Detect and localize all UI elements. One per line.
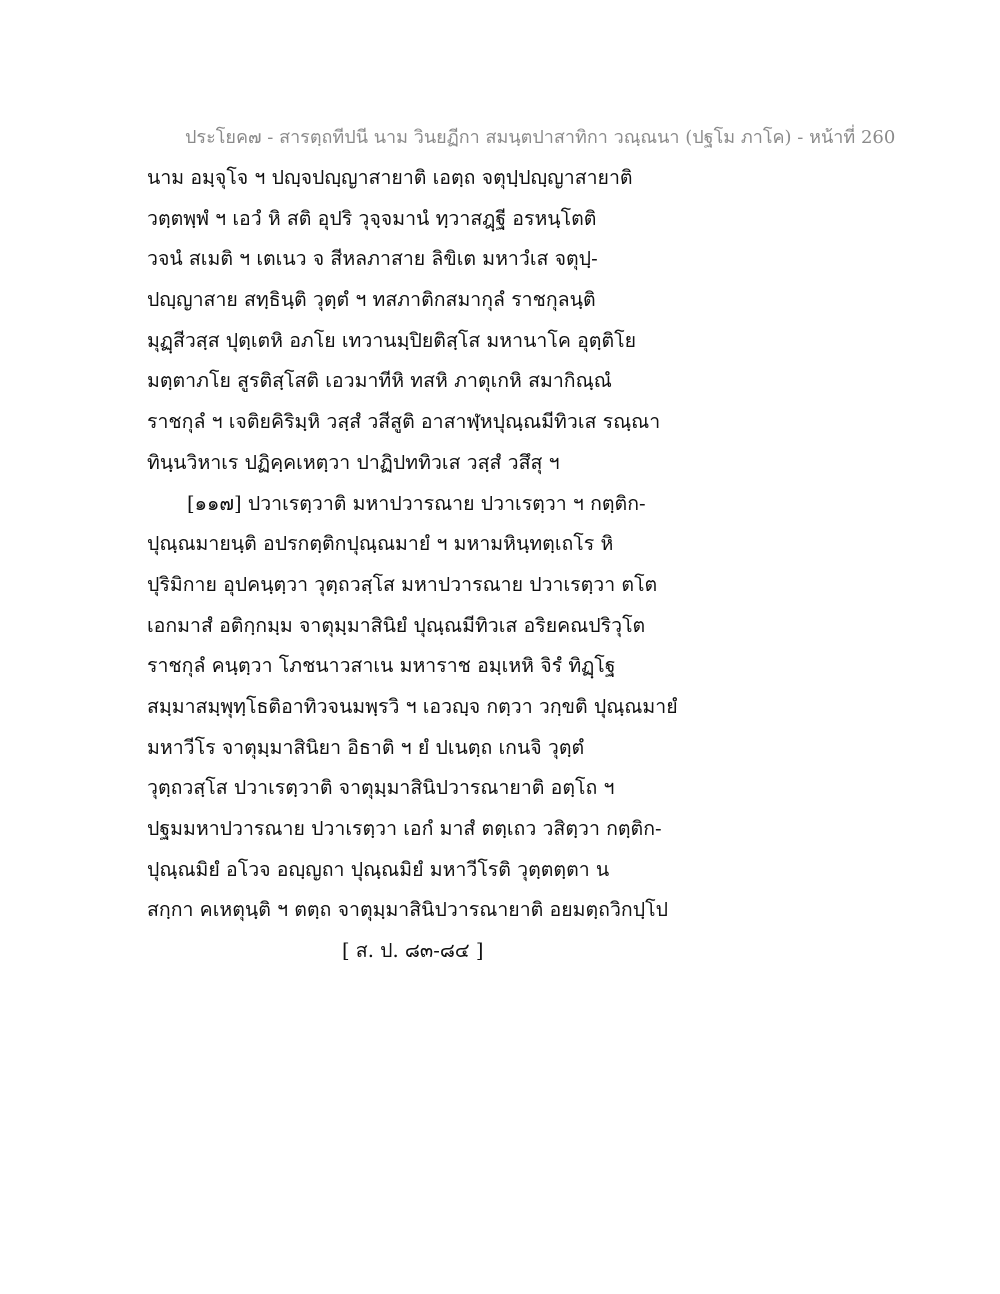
text-line: นาม อมฺจุโจ ฯ ปญฺจปญฺญาสายาติ เอตฺถ จตุปฺปญฺญาสายาติ	[147, 166, 633, 189]
text-line: ราชกุลํ คนฺตฺวา โภชนาวสาเน มหาราช อมฺเหหิ จิรํ ทิฏฺโฐ	[147, 654, 616, 678]
text-line: วตฺตพฺพํ ฯ เอวํ หิ สติ อุปริ วุจฺจมานํ ทฺวาสฎฺฐี อรหนฺโตติ	[147, 206, 597, 230]
text-line: มตฺตาภโย สูรติสฺโสติ เอวมาทีหิ ทสหิ ภาตุเกหิ สมากิณฺณํ	[147, 369, 612, 393]
text-line: วุตฺถวสฺโส ปวาเรตฺวาติ จาตุมฺมาสินิปวารณายาติ อตฺโถ ฯ	[147, 776, 615, 800]
text-line: ปญฺญาสาย สทฺธินฺติ วุตฺตํ ฯ ทสภาติกสมากุลํ ราชกุลนฺติ	[147, 288, 596, 312]
text-line: ราชกุลํ ฯ เจติยคิริมฺหิ วสฺสํ วสีสูติ อาสาฬฺหปุณฺณมีทิวเส รณฺณา	[147, 410, 661, 434]
page-header: ประโยค๗ - สารตฺถทีปนี นาม วินยฏีกา สมนฺตปาสาทิกา วณฺณนา (ปฐโม ภาโค) - หน้าที่ 260	[185, 127, 896, 148]
text-line: มหาวีโร จาตุมฺมาสินิยา อิธาติ ฯ ยํ ปเนตฺถ เกนจิ วุตฺตํ	[147, 735, 585, 759]
text-line: สกฺกา คเหตุนฺติ ฯ ตตฺถ จาตุมฺมาสินิปวารณายาติ อยมตฺถวิกปฺโป	[147, 898, 668, 922]
paragraph-start-line: [๑๑๗] ปวาเรตฺวาติ มหาปวารณาย ปวาเรตฺวา ฯ กตฺติก-	[187, 491, 646, 515]
text-line: วจนํ สเมติ ฯ เตเนว จ สีหลภาสาย ลิขิเต มหาวํเส จตุปฺ-	[147, 247, 598, 271]
text-line: สมฺมาสมฺพุทฺโธติอาทิวจนมพฺรวิ ฯ เอวญฺจ กตฺวา วกฺขติ ปุณฺณมายํ	[147, 694, 678, 718]
body-text	[147, 158, 707, 972]
text-line: ปฐมมหาปวารณาย ปวาเรตฺวา เอกํ มาสํ ตตฺเถว วสิตฺวา กตฺติก-	[147, 817, 662, 840]
text-line: ปุณฺณมายนฺติ อปรกตฺติกปุณฺณมายํ ฯ มหามหินฺทตฺเถโร หิ	[147, 532, 614, 556]
text-line: เอกมาสํ อติกฺกมฺม จาตุมฺมาสินิยํ ปุณฺณมีทิวเส อริยคณปริวุโต	[147, 613, 646, 637]
text-line: ปุริมิกาย อุปคนฺตฺวา วุตฺถวสฺโส มหาปวารณาย ปวาเรตฺวา ตโต	[147, 572, 658, 596]
text-line: ปุณฺณมิยํ อโวจ อญฺญถา ปุณฺณมิยํ มหาวีโรติ วุตฺตตฺตา น	[147, 857, 610, 881]
citation: [ ส. ป. ๘๓-๘๔ ]	[342, 939, 484, 963]
text-line: มุฏฺสีวสฺส ปุตฺเตหิ อภโย เทวานมฺปิยติสฺโส มหานาโค อุตฺติโย	[147, 328, 637, 352]
text-line: ทินฺนวิหาเร ปฏิคฺคเหตฺวา ปาฏิปททิวเส วสฺสํ วสึสุ ฯ	[147, 450, 560, 474]
